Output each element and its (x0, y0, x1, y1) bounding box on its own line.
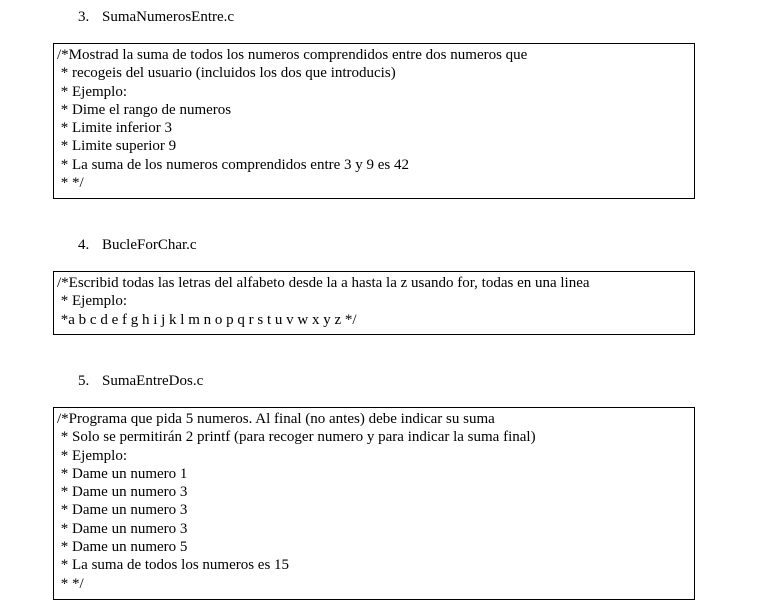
section-4-code-box (53, 271, 695, 335)
code-line: /*Programa que pida 5 numeros. Al final (no antes) debe indicar su suma (57, 411, 495, 427)
code-line: * La suma de los numeros comprendidos entre 3 y 9 es 42 (57, 156, 410, 173)
section-5-code-box (53, 407, 695, 600)
code-line: /*Mostrad la suma de todos los numeros comprendidos entre dos numeros que (57, 47, 528, 63)
code-line: * recogeis del usuario (incluidos los dos que introducis) (57, 65, 396, 82)
code-line: * Dame un numero 1 (57, 465, 188, 482)
code-line: * Dame un numero 3 (57, 502, 188, 519)
section-5-title (78, 372, 203, 390)
section-5-filename: SumaEntreDos.c (102, 373, 204, 389)
code-line: * Solo se permitirán 2 printf (para recoger numero y para indicar la suma final) (57, 429, 536, 446)
section-3-number: 3. (78, 9, 90, 25)
section-3-filename: SumaNumerosEntre.c (102, 9, 235, 25)
code-line: * */ (57, 175, 84, 192)
code-line: * Dame un numero 3 (57, 520, 188, 537)
code-line: * Limite inferior 3 (57, 120, 172, 137)
section-3-code-box (53, 43, 695, 199)
code-line: * Dime el rango de numeros (57, 101, 232, 118)
code-line: /*Escribid todas las letras del alfabeto desde la a hasta la z usando for, todas en una linea (57, 275, 590, 291)
code-line: * Ejemplo: (57, 447, 127, 464)
section-3-title (78, 8, 234, 26)
section-5-number: 5. (78, 373, 90, 389)
code-line: * La suma de todos los numeros es 15 (57, 557, 290, 574)
section-4-title (78, 236, 197, 254)
code-line: *a b c d e f g h i j k l m n o p q r s t u v w x y z */ (57, 311, 357, 328)
code-line: * Limite superior 9 (57, 138, 177, 155)
code-line: * Ejemplo: (57, 293, 127, 310)
section-4-filename: BucleForChar.c (102, 237, 197, 253)
code-line: * Dame un numero 3 (57, 484, 188, 501)
section-4-number: 4. (78, 237, 90, 253)
code-line: * Dame un numero 5 (57, 539, 188, 556)
code-line: * */ (57, 575, 84, 592)
code-line: * Ejemplo: (57, 83, 127, 100)
